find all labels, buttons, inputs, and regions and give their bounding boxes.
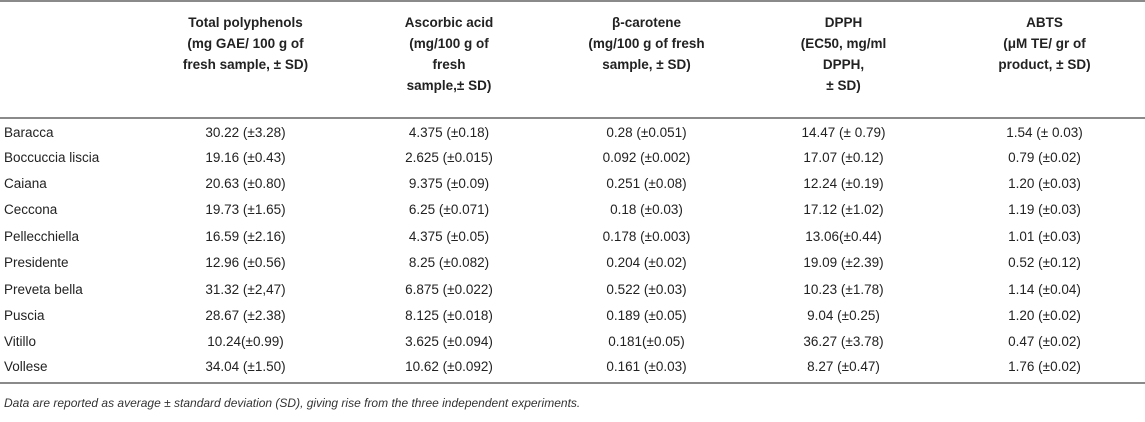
cell-cultivar: Baracca xyxy=(4,125,54,141)
cell-abts: 1.19 (±0.03) xyxy=(1008,202,1081,218)
cell-total-polyphenols: 28.67 (±2.38) xyxy=(205,307,286,323)
header-beta-carotene: β-carotene (mg/100 g of fresh sample, ± SD) xyxy=(550,1,743,118)
header-dpph: DPPH (EC50, mg/ml DPPH, ± SD) xyxy=(743,1,944,118)
cell-beta-carotene: 0.161 (±0.03) xyxy=(550,356,743,383)
cell-total-polyphenols: 30.22 (±3.28) xyxy=(205,125,286,141)
cell-cultivar: Vollese xyxy=(0,356,143,383)
cell-beta-carotene: 0.204 (±0.02) xyxy=(606,255,687,271)
cell-cultivar: Vitillo xyxy=(4,334,37,350)
cell-ascorbic-acid: 6.875 (±0.022) xyxy=(405,281,493,297)
cell-beta-carotene: 0.092 (±0.002) xyxy=(602,149,691,165)
cell-beta-carotene: 0.189 (±0.05) xyxy=(606,307,687,323)
cell-ascorbic-acid: 3.625 (±0.094) xyxy=(405,334,493,350)
table-row xyxy=(0,250,1145,276)
cell-total-polyphenols: 10.24(±0.99) xyxy=(207,334,284,350)
header-stub xyxy=(0,1,143,118)
table-row xyxy=(0,144,1145,170)
cell-dpph: 9.04 (±0.25) xyxy=(807,307,880,323)
table-row xyxy=(0,303,1145,329)
cell-beta-carotene: 0.28 (±0.051) xyxy=(606,125,687,141)
cell-cultivar: Puscia xyxy=(4,307,45,323)
table-row xyxy=(0,224,1145,250)
cell-ascorbic-acid: 10.62 (±0.092) xyxy=(348,356,550,383)
cell-cultivar: Ceccona xyxy=(4,202,58,218)
cell-abts: 0.47 (±0.02) xyxy=(1008,334,1081,350)
header-ascorbic-acid: Ascorbic acid (mg/100 g of fresh sample,± SD) xyxy=(348,1,550,118)
cell-ascorbic-acid: 4.375 (±0.18) xyxy=(408,125,490,141)
cell-beta-carotene: 0.522 (±0.03) xyxy=(606,281,687,297)
cell-beta-carotene: 0.18 (±0.03) xyxy=(610,202,683,218)
cell-cultivar: Caiana xyxy=(4,175,47,191)
cell-cultivar: Presidente xyxy=(4,255,69,271)
cell-abts: 1.54 (± 0.03) xyxy=(1006,125,1083,141)
cell-total-polyphenols: 12.96 (±0.56) xyxy=(205,255,286,271)
cell-total-polyphenols: 16.59 (±2.16) xyxy=(205,228,286,244)
table-row xyxy=(0,118,1145,144)
cell-ascorbic-acid: 9.375 (±0.09) xyxy=(408,175,490,191)
cell-cultivar: Preveta bella xyxy=(4,281,83,297)
cell-total-polyphenols: 19.73 (±1.65) xyxy=(205,202,286,218)
cell-cultivar: Boccuccia liscia xyxy=(4,149,100,165)
cell-beta-carotene: 0.181(±0.05) xyxy=(608,334,685,350)
cell-beta-carotene: 0.178 (±0.003) xyxy=(602,228,691,244)
cell-total-polyphenols: 31.32 (±2,47) xyxy=(205,281,286,297)
cell-dpph: 19.09 (±2.39) xyxy=(803,255,884,271)
cell-abts: 1.20 (±0.03) xyxy=(1008,175,1081,191)
table-row xyxy=(0,276,1145,302)
table-row xyxy=(0,329,1145,355)
header-abts: ABTS (μM TE/ gr of product, ± SD) xyxy=(944,1,1145,118)
cell-total-polyphenols: 34.04 (±1.50) xyxy=(143,356,348,383)
table-row xyxy=(0,356,1145,383)
cell-ascorbic-acid: 4.375 (±0.05) xyxy=(408,228,490,244)
cell-total-polyphenols: 20.63 (±0.80) xyxy=(205,175,286,191)
cell-dpph: 36.27 (±3.78) xyxy=(803,334,884,350)
cell-ascorbic-acid: 2.625 (±0.015) xyxy=(405,149,493,165)
header-total-polyphenols: Total polyphenols (mg GAE/ 100 g of fresh sample, ± SD) xyxy=(143,1,348,118)
cell-dpph: 13.06(±0.44) xyxy=(805,228,882,244)
cell-dpph: 17.12 (±1.02) xyxy=(803,202,884,218)
table-header-row xyxy=(0,1,1145,118)
cell-total-polyphenols: 19.16 (±0.43) xyxy=(205,149,286,165)
cell-dpph: 14.47 (± 0.79) xyxy=(801,125,886,141)
table-row xyxy=(0,171,1145,197)
cell-abts: 0.52 (±0.12) xyxy=(1008,255,1081,271)
cell-abts: 1.14 (±0.04) xyxy=(1008,281,1081,297)
table-row xyxy=(0,197,1145,223)
cell-abts: 1.01 (±0.03) xyxy=(1008,228,1081,244)
cell-dpph: 17.07 (±0.12) xyxy=(803,149,884,165)
cell-dpph: 12.24 (±0.19) xyxy=(803,175,884,191)
cell-ascorbic-acid: 6.25 (±0.071) xyxy=(408,202,490,218)
table-footnote: Data are reported as average ± standard deviation (SD), giving rise from the three independent experiments. xyxy=(4,396,581,410)
cell-ascorbic-acid: 8.125 (±0.018) xyxy=(405,307,493,323)
cell-abts: 0.79 (±0.02) xyxy=(1008,149,1081,165)
cell-dpph: 8.27 (±0.47) xyxy=(743,356,944,383)
cell-ascorbic-acid: 8.25 (±0.082) xyxy=(408,255,490,271)
cell-cultivar: Pellecchiella xyxy=(4,228,80,244)
cell-abts: 1.76 (±0.02) xyxy=(944,356,1145,383)
cell-abts: 1.20 (±0.02) xyxy=(1008,307,1081,323)
cell-beta-carotene: 0.251 (±0.08) xyxy=(606,175,687,191)
cell-dpph: 10.23 (±1.78) xyxy=(803,281,884,297)
